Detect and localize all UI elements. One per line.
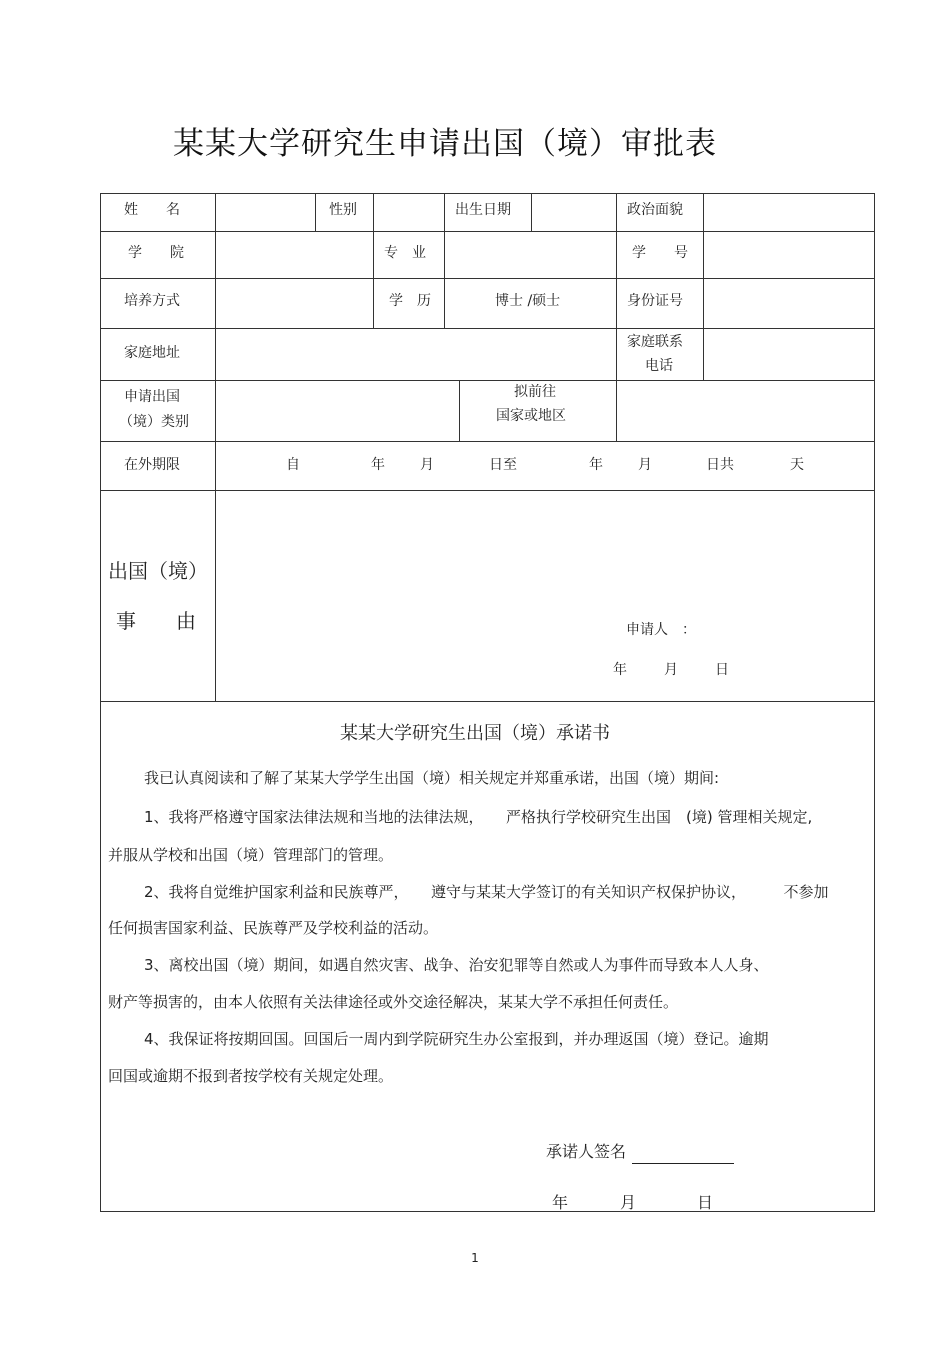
row-divider xyxy=(100,231,875,232)
pledge-item-4-cont: 回国或逾期不报到者按学校有关规定处理。 xyxy=(108,1067,394,1085)
row-divider xyxy=(100,490,875,491)
column-divider xyxy=(373,193,374,328)
period-label: 在外期限 xyxy=(124,457,180,473)
category-label: 申请出国 xyxy=(124,389,180,405)
period-year-1: 年 xyxy=(371,457,385,473)
column-divider xyxy=(459,380,460,441)
signature-label: 承诺人签名 xyxy=(546,1142,627,1161)
pledge-item-1: 1、我将严格遵守国家法律法规和当地的法律法规， 严格执行学校研究生出国 (境) 管理相关规定, xyxy=(144,808,813,826)
pledge-item-3-cont: 财产等损害的，由本人依照有关法律途径或外交途径解决，某某大学不承担任何责任。 xyxy=(108,993,679,1011)
training-mode-label: 培养方式 xyxy=(124,293,180,309)
pledge-item-1-cont: 并服从学校和出国（境）管理部门的管理。 xyxy=(108,846,394,864)
column-divider xyxy=(444,193,445,328)
period-from: 自 xyxy=(286,457,300,473)
column-divider xyxy=(215,193,216,701)
name-label: 姓 名 xyxy=(124,202,180,218)
application-form xyxy=(100,193,875,1212)
row-divider xyxy=(100,278,875,279)
destination-label: 拟前往 xyxy=(514,384,556,400)
home-address-label: 家庭地址 xyxy=(124,345,180,361)
education-value: 博士 /硕士 xyxy=(495,293,561,309)
student-id-label: 学 号 xyxy=(632,245,688,261)
pledge-item-2-cont: 任何损害国家利益、民族尊严及学校利益的活动。 xyxy=(108,919,439,937)
period-day-total: 日共 xyxy=(706,457,734,473)
row-divider xyxy=(100,380,875,381)
period-year-2: 年 xyxy=(589,457,603,473)
page-number: 1 xyxy=(471,1251,479,1265)
column-divider xyxy=(616,193,617,441)
pledge-item-2: 2、我将自觉维护国家利益和民族尊严， 遵守与某某大学签订的有关知识产权保护协议， 不参加 xyxy=(144,883,829,901)
gender-label: 性别 xyxy=(329,202,357,218)
row-divider xyxy=(100,441,875,442)
category-label-2: （境）类别 xyxy=(119,414,189,430)
applicant-day: 日 xyxy=(715,662,729,678)
period-month-2: 月 xyxy=(638,457,652,473)
row-divider xyxy=(100,328,875,329)
pledge-item-4: 4、我保证将按期回国。回国后一周内到学院研究生办公室报到，并办理返国（境）登记。逾期 xyxy=(144,1030,769,1048)
column-divider xyxy=(531,193,532,231)
education-label: 学 历 xyxy=(389,293,431,309)
page-title: 某某大学研究生申请出国（境）审批表 xyxy=(173,126,717,162)
period-month-1: 月 xyxy=(420,457,434,473)
sign-year: 年 xyxy=(552,1193,569,1212)
reason-label: 出国（境） xyxy=(108,559,208,583)
column-divider xyxy=(703,193,704,380)
period-day-to: 日至 xyxy=(489,457,517,473)
applicant-label: 申请人 ： xyxy=(626,622,696,638)
column-divider xyxy=(315,193,316,231)
applicant-year: 年 xyxy=(613,662,627,678)
pledge-intro: 我已认真阅读和了解了某某大学学生出国（境）相关规定并郑重承诺，出国（境）期间: xyxy=(144,769,720,787)
reason-label-2: 事 由 xyxy=(116,609,196,633)
sign-month: 月 xyxy=(620,1193,637,1212)
college-label: 学 院 xyxy=(128,245,184,261)
id-card-label: 身份证号 xyxy=(627,293,683,309)
applicant-month: 月 xyxy=(664,662,678,678)
home-phone-label: 家庭联系 xyxy=(627,334,683,350)
political-status-label: 政治面貌 xyxy=(627,202,683,218)
pledge-title: 某某大学研究生出国（境）承诺书 xyxy=(340,723,610,744)
signature-field xyxy=(546,1140,734,1164)
row-divider xyxy=(100,701,875,702)
home-phone-label-2: 电话 xyxy=(645,358,673,374)
pledge-item-3: 3、离校出国（境）期间，如遇自然灾害、战争、治安犯罪等自然或人为事件而导致本人人身、 xyxy=(144,956,769,974)
major-label: 专 业 xyxy=(384,245,426,261)
sign-day: 日 xyxy=(697,1193,714,1212)
destination-label-2: 国家或地区 xyxy=(496,408,566,424)
signature-line xyxy=(632,1163,734,1164)
period-days: 天 xyxy=(790,457,804,473)
birth-date-label: 出生日期 xyxy=(455,202,511,218)
